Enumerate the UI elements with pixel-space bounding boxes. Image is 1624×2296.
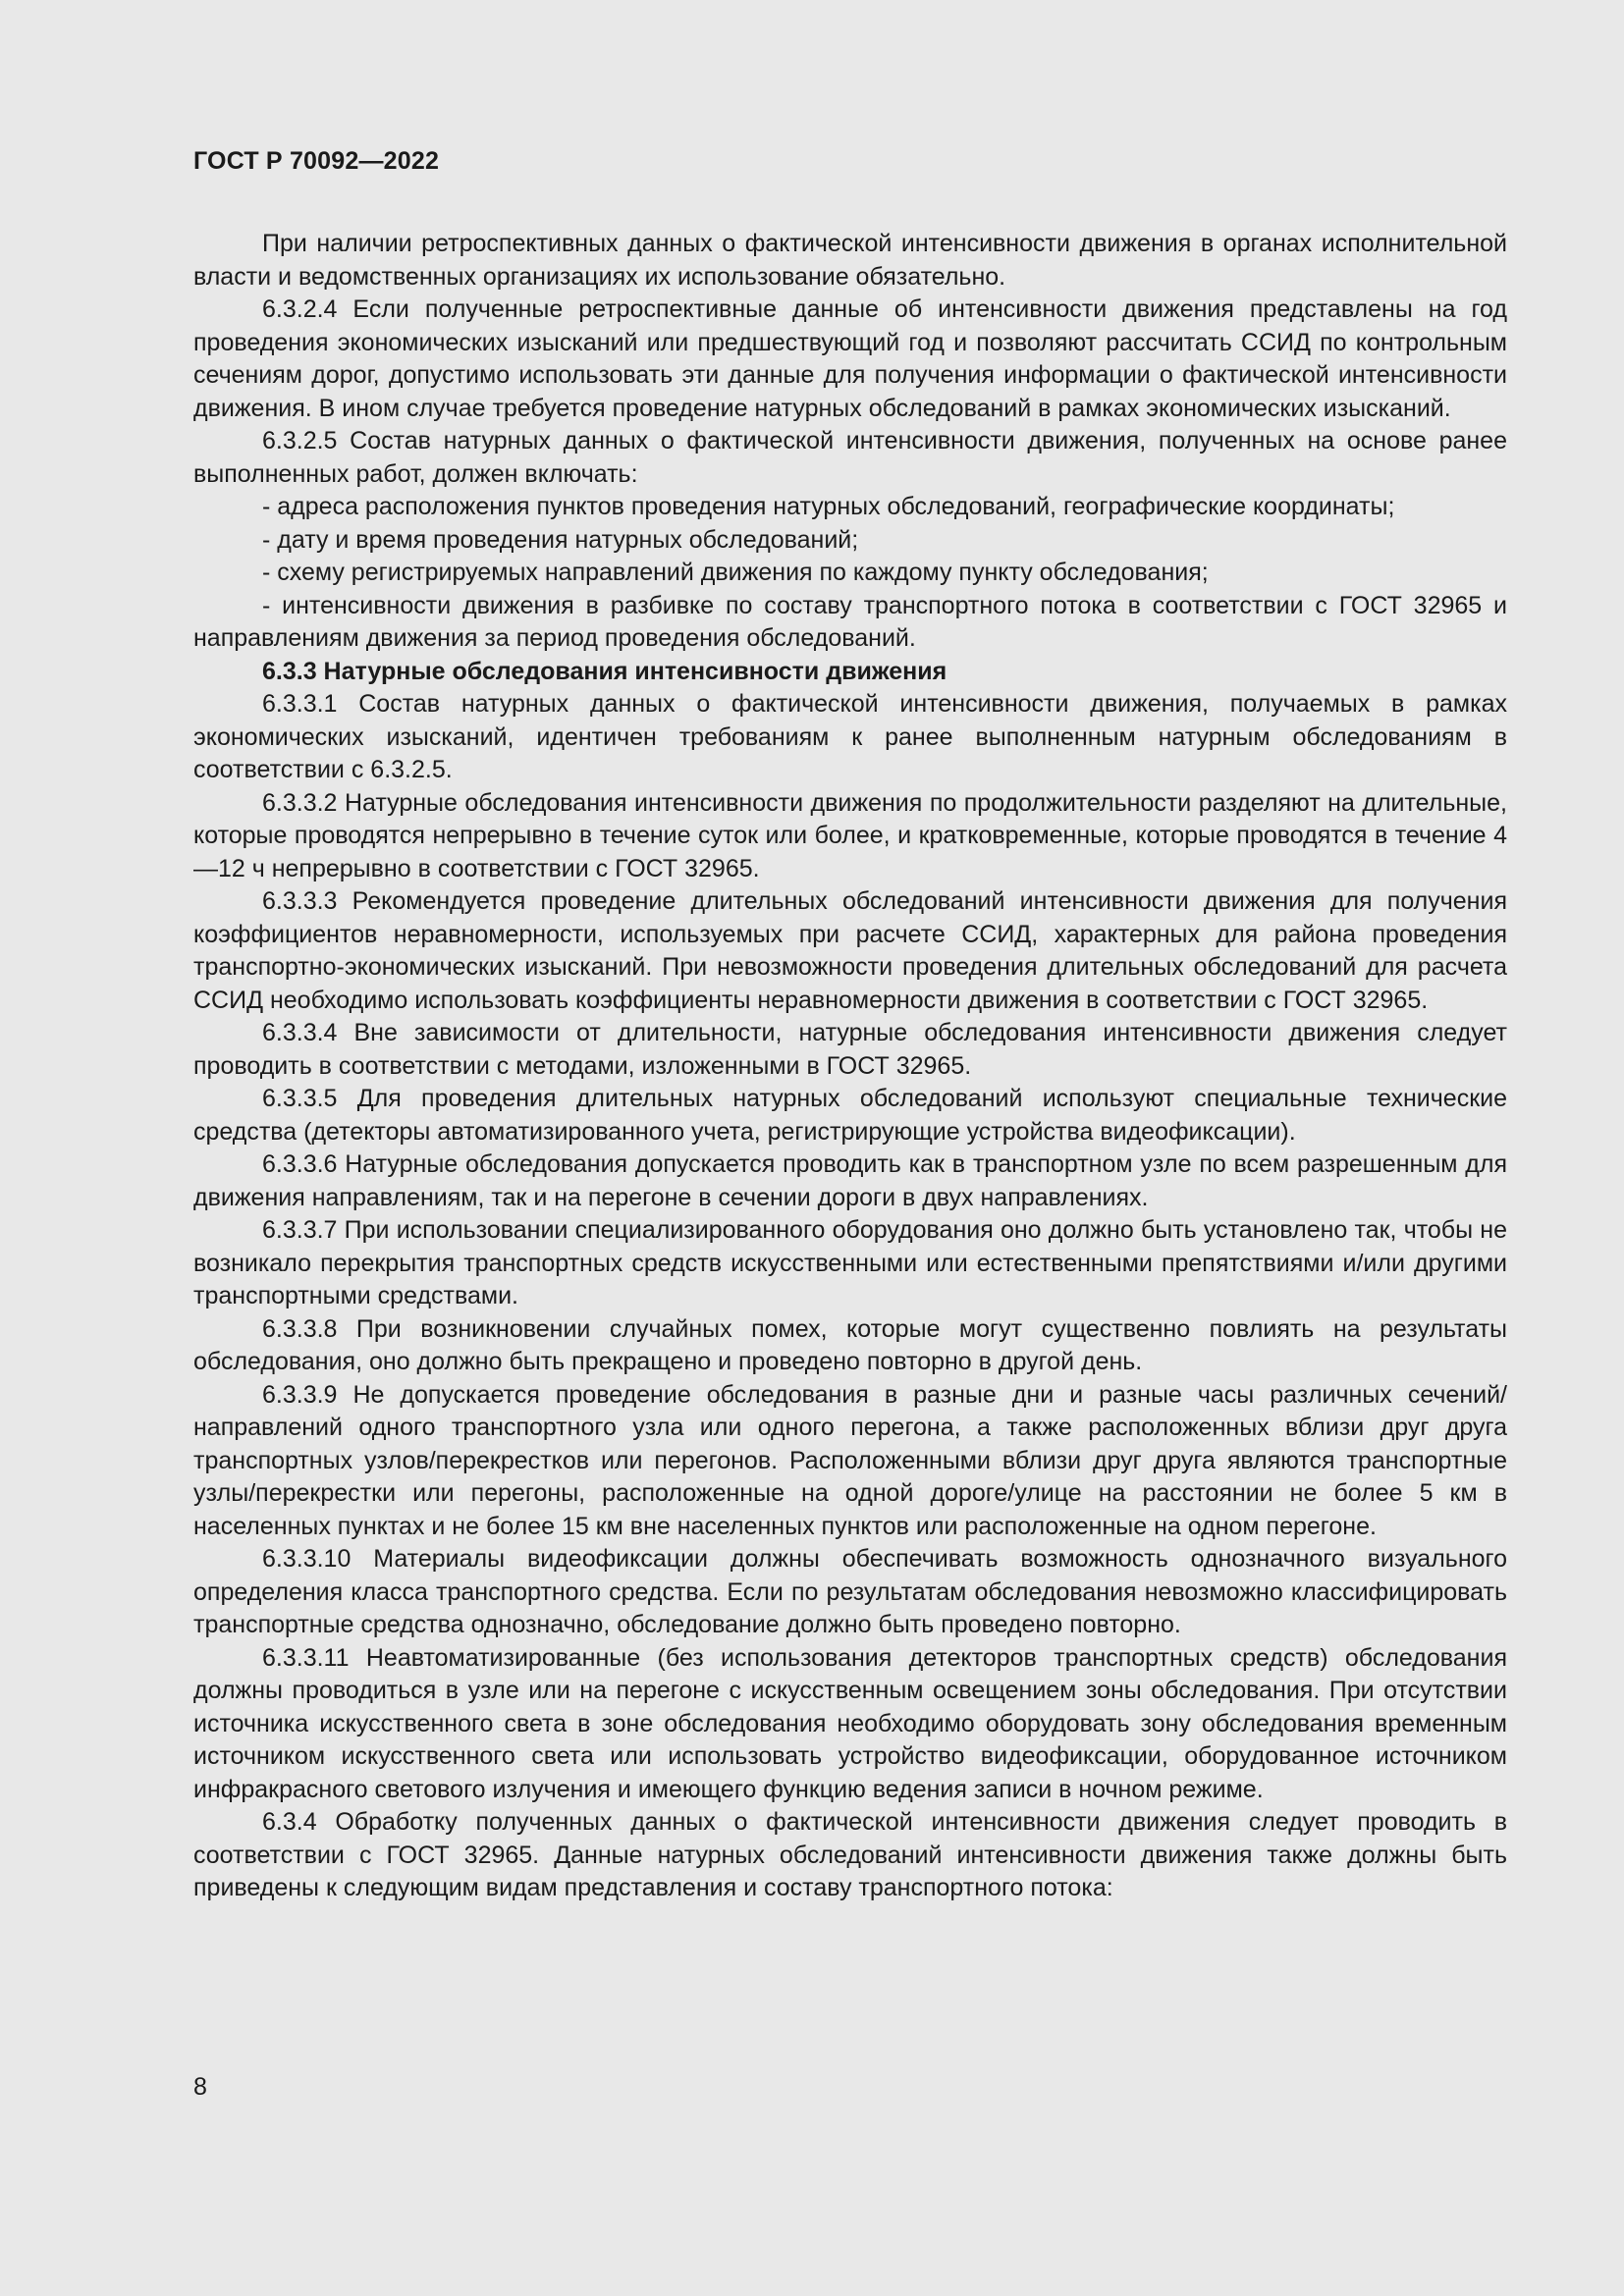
paragraph-6-3-3-6: 6.3.3.6 Натурные обследования допускается проводить как в транспортном узле по всем разрешенным для движения направлениям, так и на перегоне в сечении дороги в двух направлениях. xyxy=(193,1150,1507,1211)
list-item-date-time: - дату и время проведения натурных обследований; xyxy=(262,525,859,554)
page-number: 8 xyxy=(193,2073,207,2101)
paragraph-6-3-3-4: 6.3.3.4 Вне зависимости от длительности, натурные обследования интенсивности движения следует проводить в соответствии с методами, изложенными в ГОСТ 32965. xyxy=(193,1019,1507,1080)
paragraph-6-3-3-11: 6.3.3.11 Неавтоматизированные (без использования детекторов транспортных средств) обследования должны проводиться в узле или на перегоне с искусственным освещением зоны обследования. При отсутствии источника искусственного света в зоне обследования необходимо оборудовать зону обследования временным источником искусственного света или использовать устройство видеофиксации, оборудованное источником инфракрасного светового излучения и имеющего функцию ведения записи в ночном режиме. xyxy=(193,1643,1507,1803)
paragraph-6-3-3-5: 6.3.3.5 Для проведения длительных натурных обследований используют специальные технические средства (детекторы автоматизированного учета, регистрирующие устройства видеофиксации). xyxy=(193,1085,1507,1146)
list-item-addresses: - адреса расположения пунктов проведения натурных обследований, географические координаты; xyxy=(262,493,1395,520)
paragraph-6-3-2-5: 6.3.2.5 Состав натурных данных о фактической интенсивности движения, полученных на основе ранее выполненных работ, должен включать: xyxy=(193,427,1507,488)
paragraph-6-3-2-4: 6.3.2.4 Если полученные ретроспективные данные об интенсивности движения представлены на год проведения экономических изысканий или предшествующий год и позволяют рассчитать ССИД по контрольным сечениям дорог, допустимо использовать эти данные для получения информации о фактической интенсивности движения. В ином случае требуется проведение натурных обследований в рамках экономических изысканий. xyxy=(193,295,1507,422)
list-item-traffic-intensity: - интенсивности движения в разбивке по составу транспортного потока в соответствии с ГОСТ 32965 и направлениям движения за период проведения обследований. xyxy=(193,591,1507,652)
paragraph-6-3-3-7: 6.3.3.7 При использовании специализированного оборудования оно должно быть установлено так, чтобы не возникало перекрытия транспортных средств искусственными или естественными препятствиями и/или другими транспортными средствами. xyxy=(193,1216,1507,1309)
paragraph-retrospective-data: При наличии ретроспективных данных о фактической интенсивности движения в органах исполнительной власти и ведомственных организациях их использование обязательно. xyxy=(193,230,1507,291)
paragraph-6-3-3-8: 6.3.3.8 При возникновении случайных помех, которые могут существенно повлиять на результаты обследования, оно должно быть прекращено и проведено повторно в другой день. xyxy=(193,1314,1507,1375)
list-item-directions-scheme: - схему регистрируемых направлений движения по каждому пункту обследования; xyxy=(262,559,1209,586)
paragraph-6-3-4: 6.3.4 Обработку полученных данных о фактической интенсивности движения следует проводить в соответствии с ГОСТ 32965. Данные натурных обследований интенсивности движения также должны быть приведены к следующим видам представления и составу транспортного потока: xyxy=(193,1808,1507,1901)
document-code-header: ГОСТ Р 70092—2022 xyxy=(193,147,440,175)
paragraph-6-3-3-9: 6.3.3.9 Не допускается проведение обследования в разные дни и разные часы различных сечений/направлений одного транспортного узла или одного перегона, а также расположенных вблизи друг друга транспортных узлов/перекрестков или перегонов. Расположенными вблизи друг друга являются транспортные узлы/перекрестки или перегоны, расположенные на одной дороге/улице на расстоянии не более 5 км в населенных пунктах и не более 15 км вне населенных пунктов или расположенные на одном перегоне. xyxy=(193,1380,1507,1540)
paragraph-6-3-3-1: 6.3.3.1 Состав натурных данных о фактической интенсивности движения, получаемых в рамках экономических изысканий, идентичен требованиям к ранее выполненным натурным обследованиям в соответствии с 6.3.2.5. xyxy=(193,690,1507,783)
section-heading-6-3-3: 6.3.3 Натурные обследования интенсивности движения xyxy=(262,657,947,685)
paragraph-6-3-3-10: 6.3.3.10 Материалы видеофиксации должны обеспечивать возможность однозначного визуального определения класса транспортного средства. Если по результатам обследования невозможно классифицировать транспортные средства однозначно, обследование должно быть проведено повторно. xyxy=(193,1545,1507,1638)
paragraph-6-3-3-2: 6.3.3.2 Натурные обследования интенсивности движения по продолжительности разделяют на длительные, которые проводятся непрерывно в течение суток или более, и кратковременные, которые проводятся в течение 4—12 ч непрерывно в соответствии с ГОСТ 32965. xyxy=(193,788,1507,882)
document-body xyxy=(193,228,1507,1905)
paragraph-6-3-3-3: 6.3.3.3 Рекомендуется проведение длительных обследований интенсивности движения для получения коэффициентов неравномерности, используемых при расчете ССИД, характерных для района проведения транспортно-экономических изысканий. При невозможности проведения длительных обследований для расчета ССИД необходимо использовать коэффициенты неравномерности движения в соответствии с ГОСТ 32965. xyxy=(193,887,1507,1014)
